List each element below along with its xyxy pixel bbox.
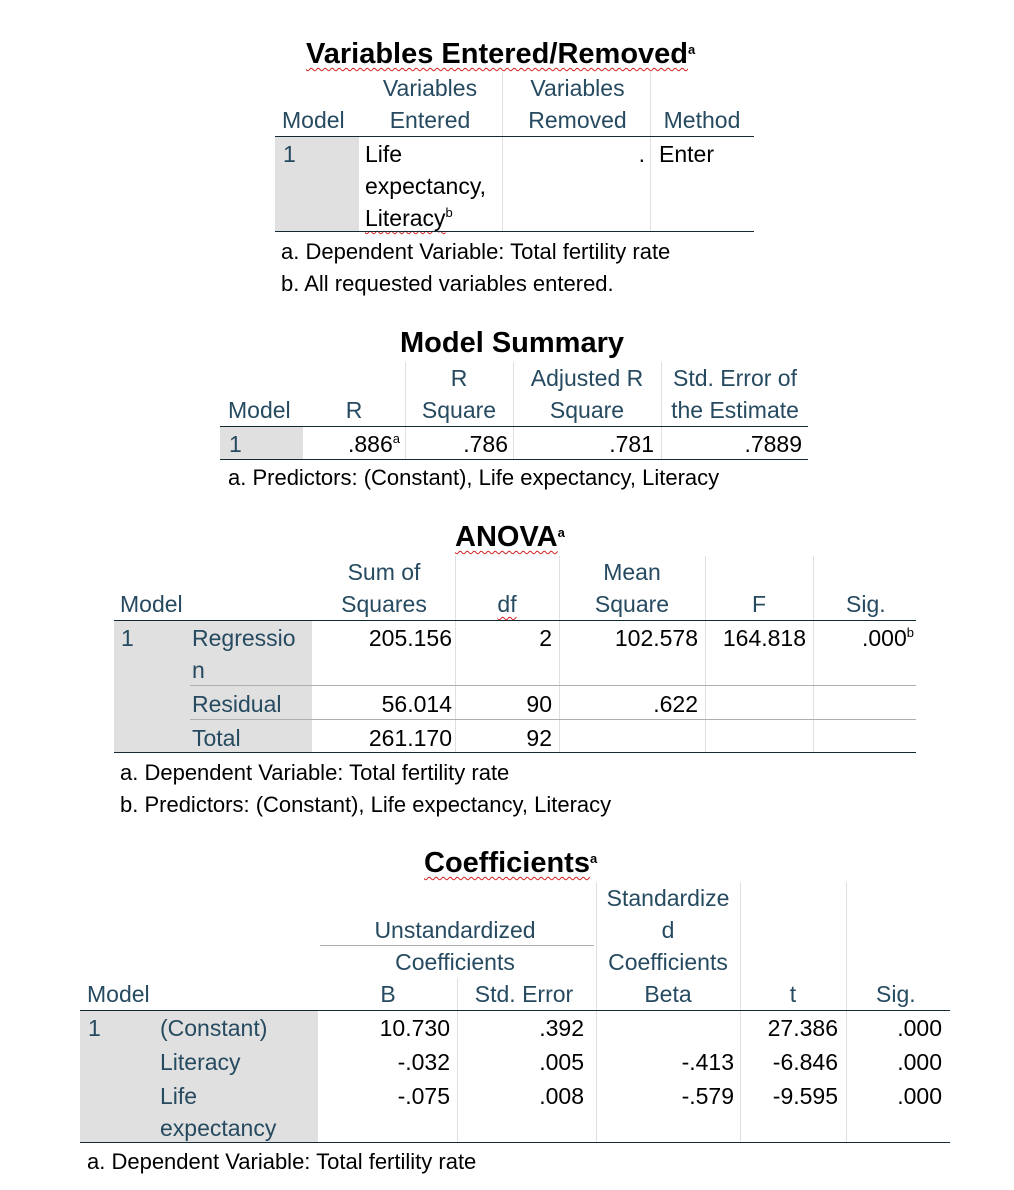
residual-df: 90 <box>526 691 552 717</box>
regression-f: 164.818 <box>722 625 806 651</box>
header-mean-square-1: Mean <box>603 559 661 585</box>
header-model: Model <box>282 107 345 133</box>
header-variables-removed-1: Variables <box>530 75 625 101</box>
entered-line-1: Life <box>365 141 403 167</box>
literacy-se: .005 <box>539 1049 584 1075</box>
life-expectancy-t: -9.595 <box>772 1083 838 1109</box>
header-b: B <box>380 981 396 1007</box>
header-mean-square-2: Square <box>594 591 670 617</box>
literacy-sig: .000 <box>897 1049 942 1075</box>
header-df: df <box>497 591 517 617</box>
constant-sig: .000 <box>897 1015 942 1041</box>
bottom-rule <box>80 1142 950 1143</box>
regression-label-1: Regressio <box>192 625 296 651</box>
bottom-rule <box>220 459 808 460</box>
residual-ms: .622 <box>653 691 698 717</box>
header-r-square-1: R <box>450 365 468 391</box>
row-model-number: 1 <box>88 1015 101 1041</box>
total-df: 92 <box>526 725 552 751</box>
total-ss: 261.170 <box>368 725 452 751</box>
footnote-b: b. Predictors: (Constant), Life expectancy, Literacy <box>120 792 612 817</box>
total-label: Total <box>192 725 241 751</box>
header-sig: Sig. <box>876 981 916 1007</box>
r-value: .886$^a$ <box>348 431 400 457</box>
footnote-a: a. Predictors: (Constant), Life expectancy, Literacy <box>228 465 720 490</box>
header-adjusted-2: Square <box>549 397 625 423</box>
header-method: Method <box>663 107 741 133</box>
header-std-error-2: the Estimate <box>671 397 799 423</box>
variables-entered-title: Variables Entered/Removed$^a$ <box>306 38 696 70</box>
constant-b: 10.730 <box>379 1015 450 1041</box>
footnote-a: a. Dependent Variable: Total fertility rate <box>281 239 671 264</box>
row-model-number: 1 <box>283 141 296 167</box>
regression-sig: .000$^b$ <box>862 625 914 651</box>
header-sum-of-squares-1: Sum of <box>347 559 421 585</box>
entered-line-2: expectancy, <box>365 173 487 199</box>
residual-ss: 56.014 <box>381 691 452 717</box>
bottom-rule <box>114 752 916 753</box>
header-variables-removed-2: Removed <box>528 107 627 133</box>
life-expectancy-b: -.075 <box>397 1083 450 1109</box>
header-beta: Beta <box>644 981 692 1007</box>
bottom-rule <box>275 231 754 232</box>
method-value: Enter <box>659 141 714 167</box>
header-sig: Sig. <box>846 591 886 617</box>
literacy-beta: -.413 <box>681 1049 734 1075</box>
regression-df: 2 <box>539 625 552 651</box>
coefficients-title: Coefficients$^a$ <box>424 847 598 879</box>
header-t: t <box>789 981 797 1007</box>
header-std-error-1: Std. Error of <box>673 365 797 391</box>
header-r: R <box>345 397 363 423</box>
literacy-b: -.032 <box>397 1049 450 1075</box>
header-rule <box>220 426 808 427</box>
std-error-value: .7889 <box>744 431 802 457</box>
header-model: Model <box>120 591 183 617</box>
residual-label: Residual <box>192 691 282 717</box>
literacy-t: -6.846 <box>772 1049 838 1075</box>
header-sum-of-squares-2: Squares <box>341 591 427 617</box>
header-r-square-2: Square <box>421 397 497 423</box>
regression-ms: 102.578 <box>614 625 698 651</box>
constant-label: (Constant) <box>160 1015 268 1041</box>
anova-title: ANOVA$^a$ <box>455 521 565 553</box>
header-adjusted-1: Adjusted R <box>530 365 644 391</box>
model-summary-title: Model Summary <box>400 327 624 359</box>
header-unstandardized-1: Unstandardized <box>374 917 536 943</box>
row-model-number: 1 <box>121 625 134 651</box>
footnote-b: b. All requested variables entered. <box>281 271 614 296</box>
adjusted-r-square-value: .781 <box>609 431 654 457</box>
header-standardized-3: Coefficients <box>608 949 728 975</box>
removed-value: . <box>638 141 645 167</box>
row-model-number: 1 <box>229 431 242 457</box>
life-expectancy-label-1: Life <box>160 1083 198 1109</box>
header-f: F <box>751 591 767 617</box>
regression-ss: 205.156 <box>368 625 452 651</box>
header-unstandardized-2: Coefficients <box>395 949 515 975</box>
life-expectancy-label-2: expectancy <box>160 1115 277 1141</box>
header-standardized-1: Standardize <box>606 885 730 911</box>
constant-se: .392 <box>539 1015 584 1041</box>
life-expectancy-se: .008 <box>539 1083 584 1109</box>
life-expectancy-beta: -.579 <box>681 1083 734 1109</box>
header-variables-entered-2: Entered <box>389 107 471 133</box>
header-model: Model <box>87 981 150 1007</box>
header-model: Model <box>228 397 291 423</box>
footnote-a: a. Dependent Variable: Total fertility rate <box>87 1149 477 1174</box>
constant-t: 27.386 <box>767 1015 838 1041</box>
header-std-error: Std. Error <box>474 981 574 1007</box>
literacy-label: Literacy <box>160 1049 241 1075</box>
regression-label-2: n <box>192 657 205 683</box>
life-expectancy-sig: .000 <box>897 1083 942 1109</box>
header-variables-entered-1: Variables <box>382 75 478 101</box>
entered-line-3: Literacy$^b$ <box>365 205 453 231</box>
header-standardized-2: d <box>661 917 675 943</box>
r-square-value: .786 <box>463 431 508 457</box>
footnote-a: a. Dependent Variable: Total fertility rate <box>120 760 510 785</box>
